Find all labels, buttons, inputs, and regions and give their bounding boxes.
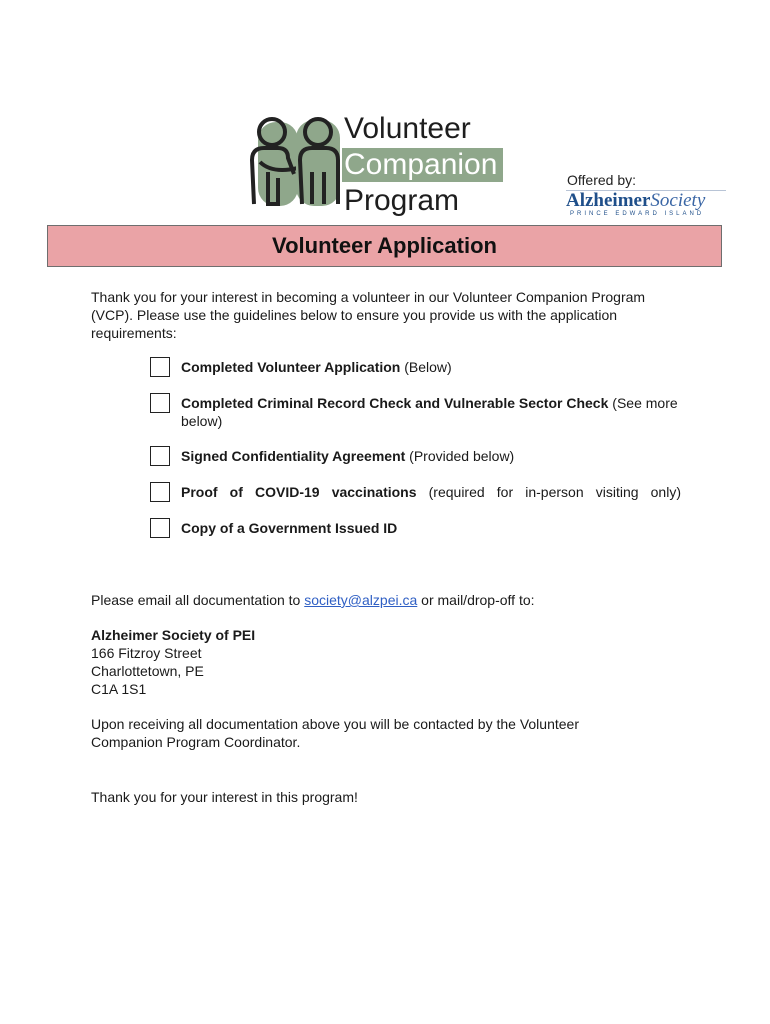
two-people-companion-icon bbox=[244, 112, 344, 212]
intro-paragraph: Thank you for your interest in becoming a volunteer in our Volunteer Companion Program (VCP). Please use the guidelines below to ensure you provide us with the application requirements: bbox=[91, 289, 646, 341]
checkbox[interactable] bbox=[150, 393, 170, 413]
checklist-item-note: (required for in-person visiting only) bbox=[416, 484, 681, 500]
checklist-item-text bbox=[181, 483, 681, 501]
vcp-logo bbox=[244, 108, 524, 218]
mailing-address bbox=[91, 626, 255, 698]
email-instructions bbox=[91, 591, 535, 609]
page-title: Volunteer Application bbox=[272, 233, 497, 258]
email-text-after: or mail/drop-off to: bbox=[417, 592, 535, 608]
checklist-item-note: (Provided below) bbox=[405, 448, 515, 464]
checkbox[interactable] bbox=[150, 482, 170, 502]
title-banner bbox=[47, 225, 722, 267]
checklist-item-text bbox=[181, 394, 681, 430]
contact-note: Upon receiving all documentation above you will be contacted by the Volunteer Companion Program Coordinator. bbox=[91, 716, 579, 750]
email-link[interactable]: society@alzpei.ca bbox=[304, 592, 418, 608]
address-street: 166 Fitzroy Street bbox=[91, 645, 202, 661]
brand-subtitle: PRINCE EDWARD ISLAND bbox=[570, 211, 705, 217]
brand-name-part1: Alzheimer bbox=[566, 190, 651, 211]
logo-text-program: Program bbox=[344, 184, 460, 217]
checklist-item-text bbox=[181, 447, 681, 465]
checkbox[interactable] bbox=[150, 518, 170, 538]
checklist-item-note: (Below) bbox=[400, 359, 452, 375]
checklist-item-text bbox=[181, 519, 681, 537]
email-text-before: Please email all documentation to bbox=[91, 592, 305, 608]
checklist-item-bold: Completed Volunteer Application bbox=[181, 359, 401, 375]
brand-name-part2: Society bbox=[650, 190, 706, 211]
logo-text-volunteer: Volunteer bbox=[344, 112, 471, 145]
brand-name bbox=[566, 190, 705, 212]
checklist-item-bold: Proof of COVID-19 vaccinations bbox=[181, 484, 417, 500]
checklist-item-note: (See more below) bbox=[181, 395, 678, 429]
address-postal: C1A 1S1 bbox=[91, 681, 147, 697]
alzheimer-society-logo bbox=[566, 190, 726, 216]
checklist-item-bold: Signed Confidentiality Agreement bbox=[181, 448, 406, 464]
logo-text-companion: Companion bbox=[342, 148, 503, 182]
checklist-item-bold: Copy of a Government Issued ID bbox=[181, 520, 398, 536]
closing-thanks: Thank you for your interest in this program! bbox=[91, 789, 358, 805]
address-city: Charlottetown, PE bbox=[91, 663, 204, 679]
address-org: Alzheimer Society of PEI bbox=[91, 627, 256, 643]
checkbox[interactable] bbox=[150, 446, 170, 466]
offered-by-label: Offered by: bbox=[567, 172, 637, 188]
checklist-item-bold: Completed Criminal Record Check and Vulnerable Sector Check bbox=[181, 395, 609, 411]
checklist-item-text bbox=[181, 358, 681, 376]
checkbox[interactable] bbox=[150, 357, 170, 377]
